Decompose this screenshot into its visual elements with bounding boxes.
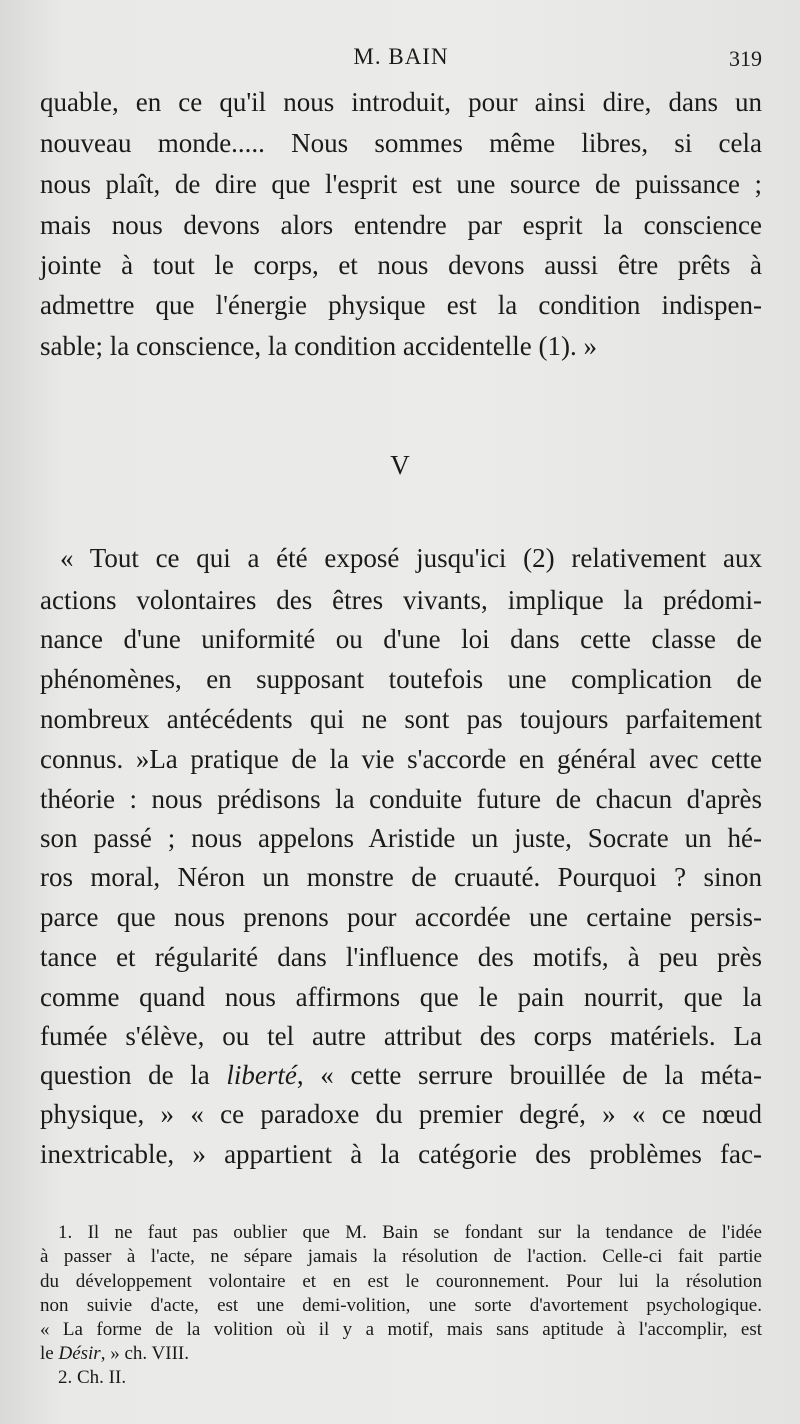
- text-line: admettre que l'énergie physique est la condition indispen-: [40, 290, 762, 320]
- running-title: M. BAIN: [353, 44, 449, 69]
- text-line: phénomènes, en supposant toutefois une complication de: [40, 664, 762, 694]
- running-header: [40, 44, 762, 76]
- text-line: parce que nous prenons pour accordée une certaine persis-: [40, 902, 762, 932]
- italic-word: Désir: [58, 1343, 101, 1364]
- italic-word: liberté: [226, 1060, 297, 1090]
- text-line: tance et régularité dans l'influence des motifs, à peu près: [40, 942, 762, 972]
- text-line: son passé ; nous appelons Aristide un juste, Socrate un hé-: [40, 823, 762, 853]
- text-line: comme quand nous affirmons que le pain nourrit, que la: [40, 982, 762, 1012]
- section-heading: V: [390, 450, 410, 480]
- text-line: jointe à tout le corps, et nous devons aussi être prêts à: [40, 250, 762, 280]
- text-line: ros moral, Néron un monstre de cruauté. Pourquoi ? sinon: [40, 862, 762, 892]
- text-line: « Tout ce qui a été exposé jusqu'ici (2) relativement aux: [60, 543, 762, 573]
- footnote-line: à passer à l'acte, ne sépare jamais la résolution de l'action. Celle-ci fait partie: [40, 1246, 762, 1267]
- text-line: quable, en ce qu'il nous introduit, pour ainsi dire, dans un: [40, 87, 762, 117]
- text-line: [40, 1055, 762, 1095]
- footnote-line: 1. Il ne faut pas oublier que M. Bain se fondant sur la tendance de l'idée: [58, 1222, 762, 1243]
- footnote-line: non suivie d'acte, est une demi-volition, une sorte d'avortement psychologique.: [40, 1295, 762, 1316]
- footnote-line: [40, 1342, 762, 1366]
- text-line: physique, » « ce paradoxe du premier degré, » « ce nœud: [40, 1099, 762, 1129]
- text-line: nous plaît, de dire que l'esprit est une source de puissance ;: [40, 169, 762, 199]
- text-line: sable; la conscience, la condition accidentelle (1). »: [40, 331, 598, 361]
- text-line: nouveau monde..... Nous sommes même libres, si cela: [40, 128, 762, 158]
- text-line: actions volontaires des êtres vivants, implique la prédomi-: [40, 585, 762, 615]
- text-segment: le: [40, 1343, 59, 1364]
- footnote-line: du développement volontaire et en est le couronnement. Pour lui la résolution: [40, 1271, 762, 1292]
- text-line: nance d'une uniformité ou d'une loi dans cette classe de: [40, 624, 762, 654]
- text-line: connus. »La pratique de la vie s'accorde en général avec cette: [40, 744, 762, 774]
- text-line: mais nous devons alors entendre par esprit la conscience: [40, 210, 762, 240]
- text-segment: , » ch. VIII.: [100, 1343, 189, 1364]
- footnote-line: « La forme de la volition où il y a motif, mais sans aptitude à l'accomplir, est: [40, 1319, 762, 1340]
- text-segment: question de la: [40, 1060, 227, 1090]
- text-segment: , « cette serrure brouillée de la méta-: [296, 1060, 762, 1090]
- text-line: nombreux antécédents qui ne sont pas toujours parfaitement: [40, 704, 762, 734]
- text-line: fumée s'élève, ou tel autre attribut des corps matériels. La: [40, 1021, 762, 1051]
- footnote-line: 2. Ch. II.: [58, 1367, 127, 1388]
- text-line: théorie : nous prédisons la conduite future de chacun d'après: [40, 784, 762, 814]
- text-line: inextricable, » appartient à la catégorie des problèmes fac-: [40, 1139, 762, 1169]
- page-number: 319: [729, 46, 762, 71]
